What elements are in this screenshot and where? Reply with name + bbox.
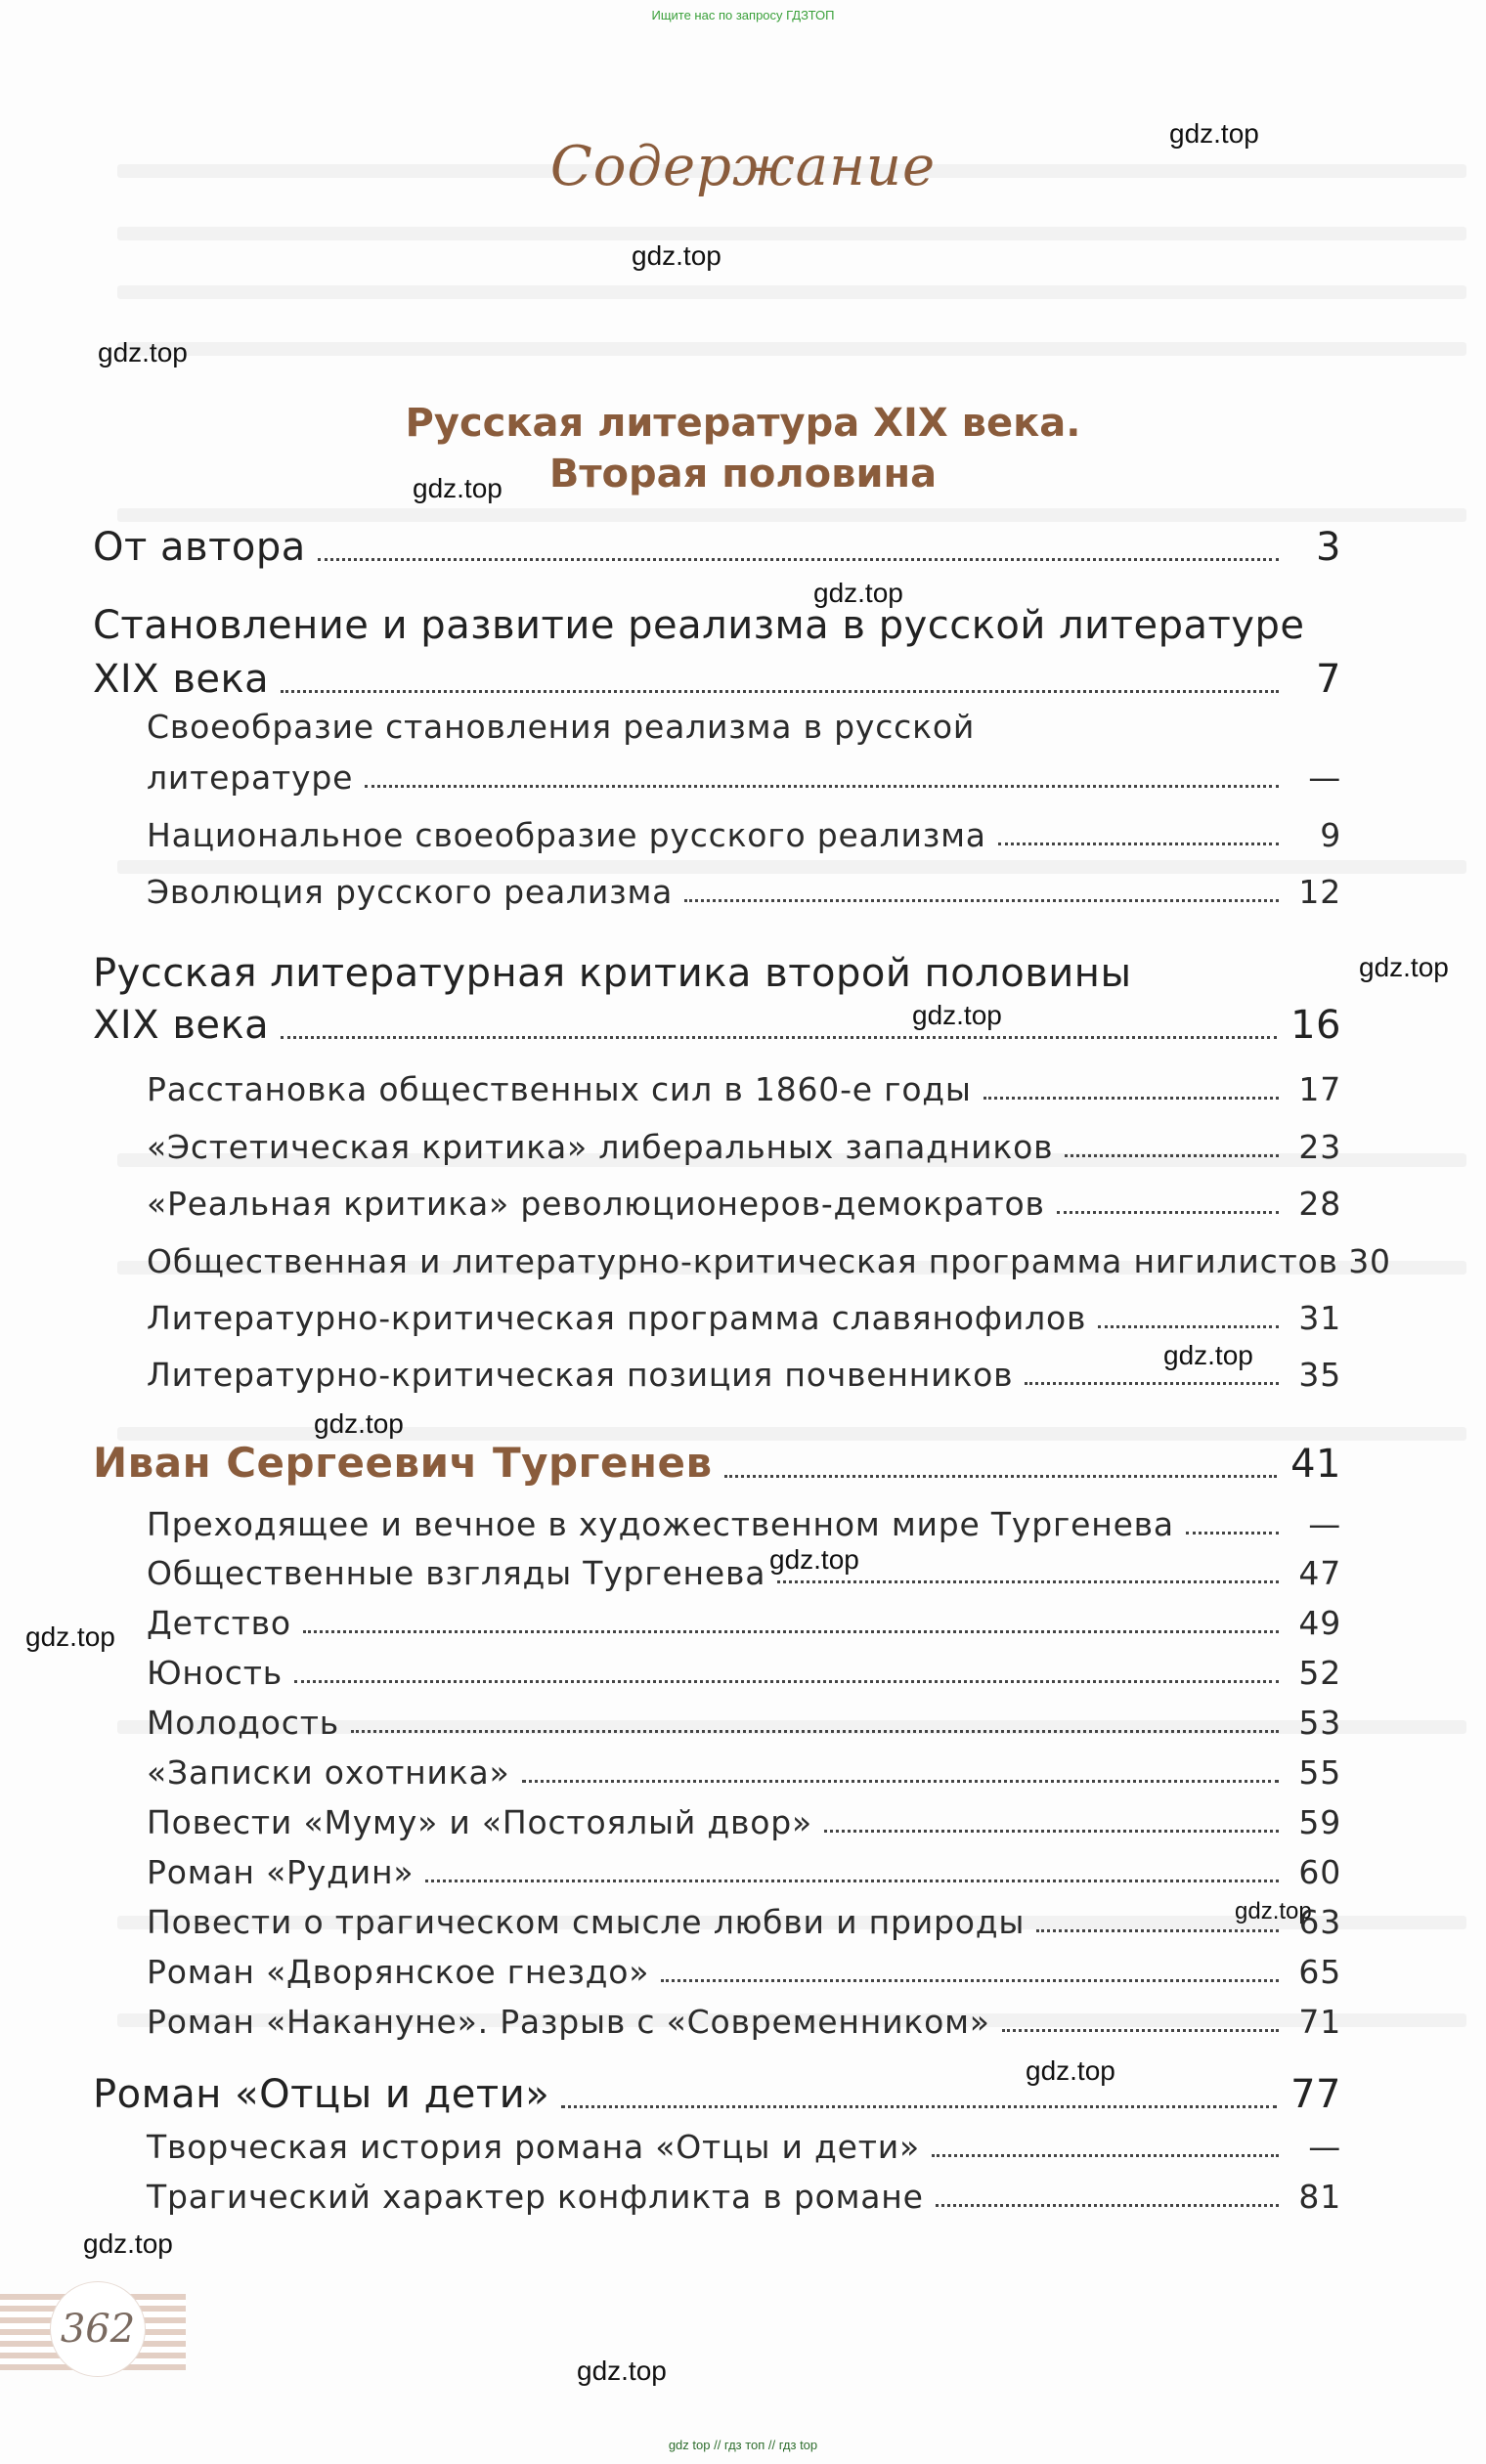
toc-entry-label: литературе (147, 758, 354, 797)
toc-subentry[interactable] (147, 1654, 1341, 1692)
watermark: gdz.top (1026, 2055, 1115, 2086)
toc-page-number: 77 (1290, 2072, 1341, 2117)
watermark: gdz.top (25, 1621, 115, 1652)
toc-page-number: 17 (1298, 1070, 1341, 1108)
toc-page-number: 53 (1298, 1704, 1341, 1742)
watermark: gdz.top (1169, 118, 1259, 149)
dot-leader (1025, 1382, 1279, 1385)
toc-chapter-criticism[interactable] (93, 1003, 1341, 1048)
watermark: gdz.top (632, 240, 721, 271)
toc-page-number: 9 (1320, 816, 1341, 854)
toc-subentry[interactable] (147, 758, 1341, 797)
toc-subentry[interactable] (147, 1356, 1341, 1394)
toc-page-number: 30 (1348, 1242, 1391, 1280)
toc-page-number: 60 (1298, 1853, 1341, 1891)
dot-leader (1098, 1325, 1279, 1328)
watermark: gdz.top (1235, 1898, 1312, 1924)
toc-entry-label: «Эстетическая критика» либеральных западников (147, 1128, 1054, 1166)
dot-leader (561, 2105, 1277, 2108)
toc-page-number: 3 (1316, 525, 1341, 570)
toc-subentry[interactable] (147, 1604, 1341, 1642)
toc-subentry[interactable] (147, 1853, 1341, 1891)
toc-entry-label: «Реальная критика» революционеров-демократов (147, 1185, 1045, 1223)
toc-entry-label: Роман «Накануне». Разрыв с «Современником» (147, 2003, 990, 2041)
toc-page-number: — (1308, 1505, 1341, 1543)
dot-leader (998, 843, 1279, 845)
toc-entry-label: «Записки охотника» (147, 1753, 510, 1792)
toc-entry-label: Общественная и литературно-критическая программа нигилистов (147, 1242, 1338, 1280)
toc-entry-label: XIX века (93, 1003, 270, 1048)
toc-entry-label: Юность (147, 1654, 284, 1692)
toc-subentry[interactable] (147, 1299, 1341, 1337)
toc-page-number: 47 (1298, 1554, 1341, 1592)
toc-subentry[interactable] (147, 1704, 1341, 1742)
dot-leader (777, 1580, 1279, 1583)
dot-leader (303, 1630, 1279, 1633)
toc-entry-label: Повести о трагическом смысле любви и природы (147, 1903, 1026, 1941)
dot-leader (684, 899, 1279, 902)
watermark: gdz.top (83, 2228, 173, 2259)
toc-subentry[interactable] (147, 1128, 1341, 1166)
page-number-badge (0, 2282, 196, 2380)
dot-leader (983, 1097, 1279, 1100)
toc-entry-label: Детство (147, 1604, 291, 1642)
dot-leader (281, 690, 1279, 693)
dot-leader (294, 1680, 1279, 1683)
toc-chapter-criticism-line1: Русская литературная критика второй половины (93, 951, 1132, 996)
toc-entry-label: Творческая история романа «Отцы и дети» (147, 2128, 920, 2166)
dot-leader (1065, 1154, 1279, 1157)
toc-subentry[interactable] (147, 816, 1341, 854)
dot-leader (932, 2154, 1279, 2157)
section-heading-line1: Русская литература XIX века. (405, 401, 1081, 446)
toc-entry-label: Национальное своеобразие русского реализма (147, 816, 986, 854)
toc-chapter-turgenev[interactable] (93, 1439, 1341, 1487)
dot-leader (936, 2204, 1279, 2207)
toc-entry-label: Эволюция русского реализма (147, 873, 674, 911)
dot-leader (824, 1830, 1279, 1833)
toc-page-number: 81 (1298, 2178, 1341, 2216)
watermark: gdz.top (1163, 1340, 1253, 1370)
toc-page-number: 55 (1298, 1753, 1341, 1792)
dot-leader (365, 785, 1279, 788)
watermark: gdz.top (1359, 952, 1449, 982)
toc-page-number: 41 (1290, 1442, 1341, 1487)
bottom-site-note: gdz top // гдз топ // гдз top (668, 2438, 818, 2452)
toc-page-number: — (1308, 2128, 1341, 2166)
toc-page-number: 7 (1316, 657, 1341, 702)
toc-subentry[interactable] (147, 2128, 1341, 2166)
dot-leader (1002, 2029, 1279, 2032)
toc-entry-label: Преходящее и вечное в художественном мире Тургенева (147, 1505, 1174, 1543)
toc-page-number: 71 (1298, 2003, 1341, 2041)
toc-entry-label: Роман «Дворянское гнездо» (147, 1953, 650, 1991)
toc-page-number: 65 (1298, 1953, 1341, 1991)
watermark: gdz.top (413, 473, 503, 503)
toc-page-number: — (1308, 758, 1341, 797)
dot-leader (1036, 1929, 1279, 1932)
toc-entry-label: XIX века (93, 657, 270, 702)
dot-leader (351, 1730, 1279, 1733)
dot-leader (661, 1979, 1279, 1982)
toc-entry-label: Общественные взгляды Тургенева (147, 1554, 766, 1592)
page-number: 362 (51, 2282, 145, 2376)
toc-subentry[interactable] (147, 1554, 1341, 1592)
dot-leader (318, 558, 1279, 561)
toc-entry-label: Трагический характер конфликта в романе (147, 2178, 924, 2216)
toc-subentry[interactable] (147, 1505, 1341, 1543)
toc-entry-label: Роман «Рудин» (147, 1853, 415, 1891)
toc-chapter-fathers-and-sons[interactable] (93, 2072, 1341, 2117)
toc-entry-from-author[interactable] (93, 525, 1341, 570)
section-heading-line2: Вторая половина (548, 452, 938, 497)
watermark: gdz.top (98, 337, 188, 367)
toc-chapter-realism-line1: Становление и развитие реализма в русской литературе (93, 603, 1305, 648)
dot-leader (425, 1880, 1279, 1882)
toc-subentry-line1: Своеобразие становления реализма в русской (147, 708, 976, 746)
watermark: gdz.top (912, 1000, 1002, 1030)
top-search-note: Ищите нас по запросу ГДЗТОП (651, 8, 835, 22)
toc-entry-label: Литературно-критическая программа славянофилов (147, 1299, 1087, 1337)
toc-chapter-realism[interactable] (93, 657, 1341, 702)
toc-subentry[interactable] (147, 2003, 1341, 2041)
toc-subentry[interactable] (147, 1753, 1341, 1792)
dot-leader (1186, 1532, 1279, 1535)
toc-subentry[interactable] (147, 1242, 1391, 1280)
toc-page-number: 28 (1298, 1185, 1341, 1223)
toc-entry-label: Повести «Муму» и «Постоялый двор» (147, 1803, 812, 1841)
toc-subentry[interactable] (147, 1903, 1341, 1941)
toc-page-number: 16 (1290, 1003, 1341, 1048)
toc-subentry[interactable] (147, 1803, 1341, 1841)
toc-subentry[interactable] (147, 1070, 1341, 1108)
dot-leader (522, 1780, 1279, 1783)
toc-page-number: 31 (1298, 1299, 1341, 1337)
toc-subentry[interactable] (147, 1185, 1341, 1223)
toc-page-number: 12 (1298, 873, 1341, 911)
toc-subentry[interactable] (147, 873, 1341, 911)
watermark: gdz.top (813, 578, 903, 608)
toc-entry-label: Роман «Отцы и дети» (93, 2072, 550, 2117)
watermark: gdz.top (314, 1408, 404, 1439)
toc-subentry[interactable] (147, 2178, 1341, 2216)
toc-page-number: 59 (1298, 1803, 1341, 1841)
toc-entry-label: Расстановка общественных сил в 1860-е годы (147, 1070, 972, 1108)
toc-author-heading: Иван Сергеевич Тургенев (93, 1439, 713, 1487)
page-title: Содержание (549, 135, 937, 198)
watermark: gdz.top (769, 1544, 859, 1575)
toc-page-number: 63 (1298, 1903, 1341, 1941)
toc-page-number: 52 (1298, 1654, 1341, 1692)
toc-subentry[interactable] (147, 1953, 1341, 1991)
dot-leader (281, 1036, 1277, 1039)
toc-page-number: 35 (1298, 1356, 1341, 1394)
dot-leader (1057, 1211, 1279, 1214)
dot-leader (724, 1475, 1278, 1478)
toc-entry-label: Литературно-критическая позиция почвенников (147, 1356, 1014, 1394)
watermark: gdz.top (577, 2356, 667, 2386)
toc-entry-label: Молодость (147, 1704, 339, 1742)
toc-entry-label: От автора (93, 525, 306, 570)
toc-page-number: 49 (1298, 1604, 1341, 1642)
toc-page-number: 23 (1298, 1128, 1341, 1166)
